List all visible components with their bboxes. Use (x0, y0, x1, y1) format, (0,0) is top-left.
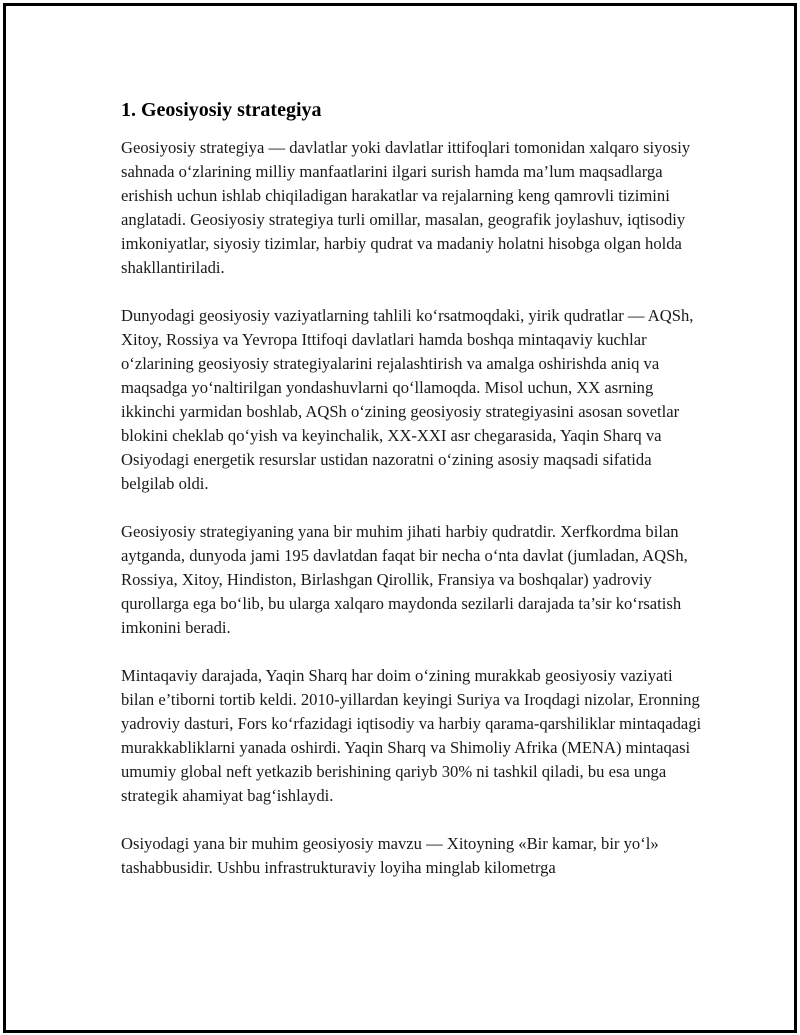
paragraph-3: Geosiyosiy strategiyaning yana bir muhim jihati harbiy qudratdir. Xerfkordma bilan aytganda, dunyoda jami 195 davlatdan faqat bir necha o‘nta davlat (jumladan, AQSh, Rossiya, Xitoy, Hindiston, Birlashgan Qirollik, Fransiya va boshqalar) yadroviy qurollarga ega bo‘lib, bu ularga xalqaro maydonda sezilarli darajada ta’sir ko‘rsatish imkonini beradi. (121, 522, 688, 637)
page-frame (3, 3, 797, 1033)
paragraph-2: Dunyodagi geosiyosiy vaziyatlarning tahlili ko‘rsatmoqdaki, yirik qudratlar — AQSh, Xitoy, Rossiya va Yevropa Ittifoqi davlatlari hamda boshqa mintaqaviy kuchlar o‘zlarining geosiyosiy strategiyalarini rejalashtirish va amalga oshirishda aniq va maqsadga yo‘naltirilgan yondashuvlarni qo‘llamoqda. Misol uchun, XX asrning ikkinchi yarmidan boshlab, AQSh o‘zining geosiyosiy strategiyasini asosan sovetlar blokini cheklab qo‘yish va keyinchalik, XX-XXI asr chegarasida, Yaqin Sharq va Osiyodagi energetik resurslar ustidan nazoratni o‘zining asosiy maqsadi sifatida belgilab oldi. (121, 306, 694, 493)
paragraph-4: Mintaqaviy darajada, Yaqin Sharq har doim o‘zining murakkab geosiyosiy vaziyati bilan e’tiborni tortib keldi. 2010-yillardan keyingi Suriya va Iroqdagi nizolar, Eronning yadroviy dasturi, Fors ko‘rfazidagi iqtisodiy va harbiy qarama-qarshiliklar mintaqadagi murakkabliklarni yanada oshirdi. Yaqin Sharq va Shimoliy Afrika (MENA) mintaqasi umumiy global neft yetkazib berishining qariyb 30% ni tashkil qiladi, bu esa unga strategik ahamiyat bag‘ishlaydi. (121, 666, 702, 805)
paragraph-1: Geosiyosiy strategiya — davlatlar yoki davlatlar ittifoqlari tomonidan xalqaro siyosiy sahnada o‘zlarining milliy manfaatlarini ilgari surish hamda ma’lum maqsadlarga erishish uchun ishlab chiqiladigan harakatlar va rejalarning keng qamrovli tizimini anglatadi. Geosiyosiy strategiya turli omillar, masalan, geografik joylashuv, iqtisodiy imkoniyatlar, siyosiy tizimlar, harbiy qudrat va madaniy holatni hisobga olgan holda shakllantiriladi. (121, 138, 691, 277)
document-body (121, 96, 706, 904)
section-heading: 1. Geosiyosiy strategiya (121, 99, 322, 121)
paragraph-5: Osiyodagi yana bir muhim geosiyosiy mavzu — Xitoyning «Bir kamar, bir yo‘l» tashabbusidir. Ushbu infrastrukturaviy loyiha minglab kilometrga (121, 834, 659, 877)
